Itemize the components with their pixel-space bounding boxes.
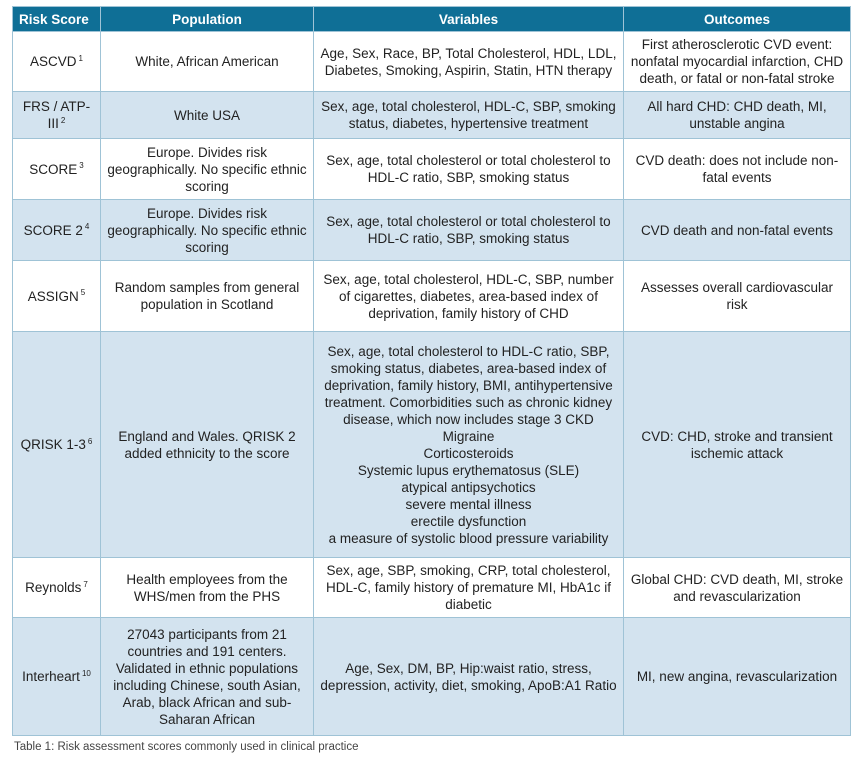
population-cell: Health employees from the WHS/men from the PHS	[101, 558, 314, 618]
variables-cell: Age, Sex, Race, BP, Total Cholesterol, HDL, LDL, Diabetes, Smoking, Aspirin, Statin, HTN therapy	[314, 32, 624, 92]
outcomes-cell: CVD death and non-fatal events	[624, 200, 851, 261]
table-row	[13, 200, 851, 261]
reference-number: 1	[78, 53, 83, 63]
risk-score-name: FRS / ATP-III $^2$	[13, 92, 101, 139]
population-cell: White USA	[101, 92, 314, 139]
outcomes-cell: MI, new angina, revascularization	[624, 618, 851, 736]
population-cell: Europe. Divides risk geographically. No specific ethnic scoring	[101, 200, 314, 261]
population-cell: Europe. Divides risk geographically. No specific ethnic scoring	[101, 139, 314, 200]
variables-extra-item: erectile dysfunction	[410, 513, 527, 529]
variables-cell: Sex, age, total cholesterol or total cholesterol to HDL-C ratio, SBP, smoking status	[314, 200, 624, 261]
reference-number: 5	[80, 288, 86, 297]
variables-cell	[314, 332, 624, 558]
header-row	[13, 7, 851, 32]
reference-number: 4	[84, 222, 90, 231]
variables-extra-item: a measure of systolic blood pressure variability	[328, 530, 609, 546]
outcomes-cell: First atherosclerotic CVD event: nonfatal myocardial infarction, CHD death, or fatal or non-fatal stroke	[624, 32, 851, 92]
risk-score-name: ASCVD $^1$	[13, 32, 101, 92]
risk-score-name: SCORE 2 $^4$	[13, 200, 101, 261]
reference-number: 6	[87, 436, 93, 446]
variables-extra-item: Corticosteroids	[423, 445, 514, 461]
outcomes-cell: Global CHD: CVD death, MI, stroke and revascularization	[624, 558, 851, 618]
risk-score-name: QRISK 1-3 $^6$	[13, 332, 101, 558]
table-row	[13, 92, 851, 139]
table-row	[13, 261, 851, 332]
population-cell: 27043 participants from 21 countries and 191 centers. Validated in ethnic populations including Chinese, south Asian, Arab, black African and sub-Saharan African	[101, 618, 314, 736]
reference-number: 10	[81, 668, 91, 678]
risk-score-name: Interheart $^{10}$	[13, 618, 101, 736]
reference-number: 3	[79, 161, 84, 170]
risk-score-table-container	[12, 6, 850, 736]
table-row	[13, 32, 851, 92]
header-population: Population	[101, 7, 314, 32]
variables-main-text: Sex, age, total cholesterol to HDL-C ratio, SBP, smoking status, diabetes, area-based index of deprivation, family history, BMI, antihypertensive treatment. Comorbidities such as chronic kidney disease, which now includes stage 3 CKD	[324, 343, 613, 427]
table-row	[13, 558, 851, 618]
table-row	[13, 139, 851, 200]
variables-cell: Sex, age, total cholesterol, HDL-C, SBP, smoking status, diabetes, hypertensive treatment	[314, 92, 624, 139]
risk-score-name: SCORE $^3$	[13, 139, 101, 200]
table-body	[13, 32, 851, 736]
outcomes-cell: Assesses overall cardiovascular risk	[624, 261, 851, 332]
outcomes-cell: CVD: CHD, stroke and transient ischemic attack	[624, 332, 851, 558]
header-outcomes: Outcomes	[624, 7, 851, 32]
risk-score-name: Reynolds $^7$	[13, 558, 101, 618]
population-cell: White, African American	[101, 32, 314, 92]
variables-cell: Age, Sex, DM, BP, Hip:waist ratio, stress, depression, activity, diet, smoking, ApoB:A1 Ratio	[314, 618, 624, 736]
variables-extra-item: Systemic lupus erythematosus (SLE)	[357, 462, 580, 478]
variables-extra-item: atypical antipsychotics	[401, 479, 536, 495]
population-cell: Random samples from general population in Scotland	[101, 261, 314, 332]
variables-cell: Sex, age, total cholesterol or total cholesterol to HDL-C ratio, SBP, smoking status	[314, 139, 624, 200]
table-caption: Table 1: Risk assessment scores commonly used in clinical practice	[14, 741, 359, 753]
reference-number: 7	[83, 579, 88, 589]
header-risk-score: Risk Score	[13, 7, 101, 32]
table-header	[13, 7, 851, 32]
variables-cell: Sex, age, total cholesterol, HDL-C, SBP, number of cigarettes, diabetes, area-based index of deprivation, family history of CHD	[314, 261, 624, 332]
outcomes-cell: CVD death: does not include non-fatal events	[624, 139, 851, 200]
variables-cell: Sex, age, SBP, smoking, CRP, total cholesterol, HDL-C, family history of premature MI, HbA1c if diabetic	[314, 558, 624, 618]
table-row	[13, 332, 851, 558]
risk-score-name: ASSIGN $^5$	[13, 261, 101, 332]
variables-extra-item: severe mental illness	[405, 496, 532, 512]
population-cell: England and Wales. QRISK 2 added ethnicity to the score	[101, 332, 314, 558]
table-row	[13, 618, 851, 736]
header-variables: Variables	[314, 7, 624, 32]
risk-score-table	[12, 6, 851, 736]
variables-extra-item: Migraine	[442, 428, 495, 444]
outcomes-cell: All hard CHD: CHD death, MI, unstable angina	[624, 92, 851, 139]
reference-number: 2	[60, 115, 66, 125]
